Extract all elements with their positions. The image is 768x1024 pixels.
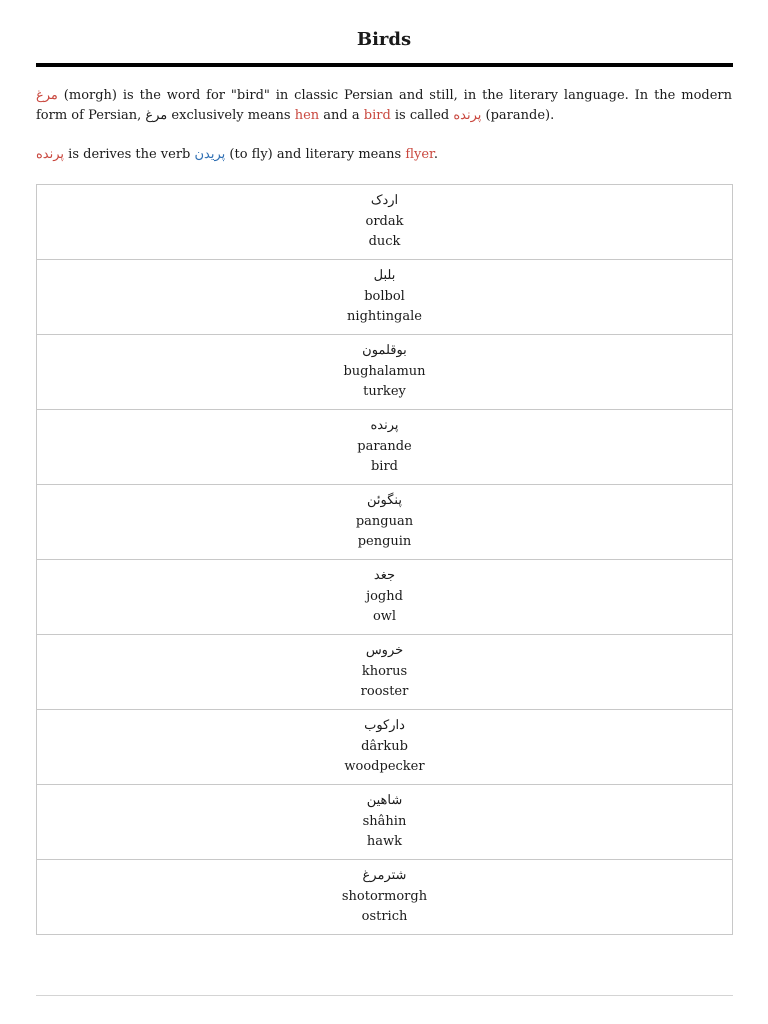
bird-english: rooster: [360, 684, 409, 700]
bird-transliteration: dârkub: [361, 738, 408, 754]
table-row: [37, 560, 733, 635]
bird-highlight: bird: [363, 108, 391, 123]
table-row: [37, 410, 733, 485]
bird-transliteration: bughalamun: [343, 363, 426, 379]
bird-transliteration: bolbol: [364, 288, 405, 304]
bird-transliteration: shâhin: [362, 813, 407, 829]
table-row: [37, 335, 733, 410]
bird-cell: [37, 185, 733, 260]
bird-transliteration: panguan: [355, 513, 414, 529]
parande-persian-term: پرنده: [453, 108, 482, 123]
intro-text-2: exclusively means: [167, 108, 295, 123]
bird-transliteration: parande: [357, 438, 412, 454]
etymology-paragraph: [36, 145, 732, 165]
table-row: [37, 860, 733, 935]
bird-cell: [37, 485, 733, 560]
footer-divider: [36, 995, 733, 996]
table-row: [37, 485, 733, 560]
bird-english: nightingale: [347, 309, 422, 325]
bird-transliteration: ordak: [365, 213, 404, 229]
bird-vocabulary-table: [36, 184, 733, 935]
bird-cell: [37, 260, 733, 335]
table-row: [37, 710, 733, 785]
table-row: [37, 785, 733, 860]
bird-persian: شاهین: [366, 793, 403, 809]
bird-persian: جغد: [373, 568, 396, 584]
bird-english: penguin: [357, 534, 412, 550]
paridan-persian-link[interactable]: پریدن: [194, 147, 226, 162]
flyer-highlight: flyer: [405, 147, 434, 162]
bird-persian: بلبل: [373, 268, 396, 284]
bird-english: duck: [368, 234, 401, 250]
page-title: Birds: [356, 29, 412, 50]
bird-transliteration: khorus: [361, 663, 408, 679]
bird-english: bird: [370, 459, 398, 475]
table-row: [37, 185, 733, 260]
morgh-persian-term: مرغ: [36, 88, 58, 103]
title-divider: [36, 63, 733, 67]
etymology-text-2: (to fly) and literary means: [225, 147, 406, 162]
bird-persian: شترمرغ: [362, 868, 407, 884]
intro-paragraph: [36, 86, 732, 126]
intro-text-3: and a: [319, 108, 364, 123]
bird-persian: خروس: [365, 643, 404, 659]
etymology-text-3: .: [433, 147, 438, 162]
bird-persian: اردک: [370, 193, 399, 209]
table-row: [37, 635, 733, 710]
hen-highlight: hen: [294, 108, 320, 123]
bird-cell: [37, 560, 733, 635]
bird-english: ostrich: [361, 909, 408, 925]
bird-english: turkey: [363, 384, 406, 400]
etymology-text-1: is derives the verb: [64, 147, 195, 162]
bird-transliteration: shotormorgh: [341, 888, 428, 904]
parande-persian-term-2: پرنده: [36, 147, 65, 162]
bird-english: owl: [372, 609, 397, 625]
bird-english: hawk: [366, 834, 403, 850]
intro-text-5: (parande).: [481, 108, 555, 123]
bird-cell: [37, 710, 733, 785]
table-row: [37, 260, 733, 335]
bird-cell: [37, 860, 733, 935]
bird-persian: پنگوئن: [367, 493, 402, 509]
bird-persian: بوقلمون: [362, 343, 407, 359]
bird-cell: [37, 335, 733, 410]
bird-cell: [37, 635, 733, 710]
bird-cell: [37, 785, 733, 860]
morgh-persian-term-2: مرغ: [145, 108, 168, 123]
bird-transliteration: joghd: [366, 588, 403, 604]
bird-persian: دارکوب: [364, 718, 405, 734]
bird-cell: [37, 410, 733, 485]
bird-english: woodpecker: [344, 759, 425, 775]
intro-text-4: is called: [390, 108, 454, 123]
intro-text-1: (morgh) is the word for "bird" in classic Persian and still, in the literary language. In the modern form of Persian,: [36, 88, 732, 123]
bird-persian: پرنده: [370, 418, 399, 434]
